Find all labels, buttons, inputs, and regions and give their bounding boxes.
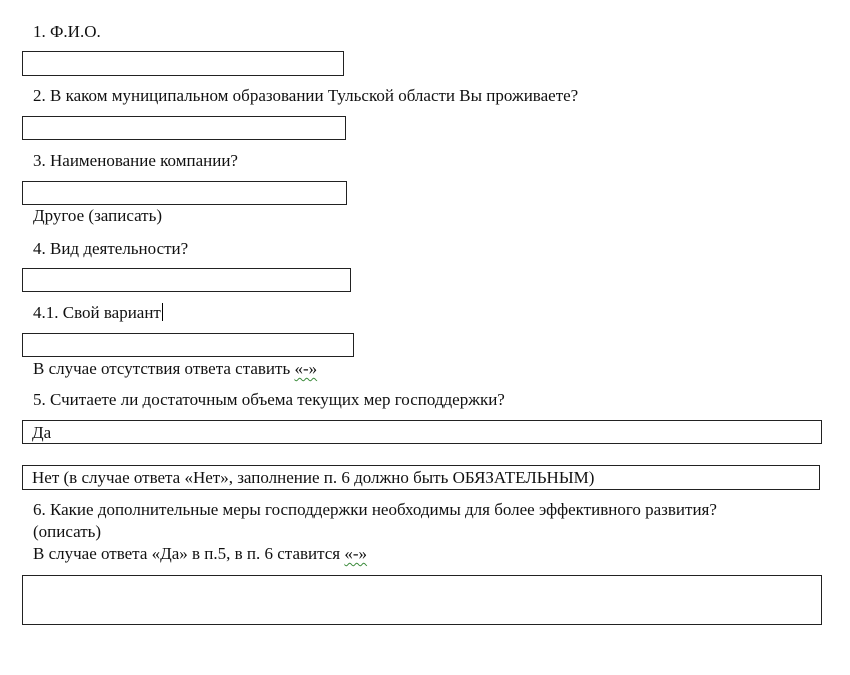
q4-1-note-mark: «-» bbox=[294, 359, 318, 378]
activity-type-field[interactable] bbox=[22, 268, 351, 292]
q6-label-line2: (описать) bbox=[33, 522, 102, 541]
q4-1-note-text: В случае отсутствия ответа ставить bbox=[33, 359, 295, 378]
q3-label: 3. Наименование компании? bbox=[33, 151, 238, 170]
option-no-box[interactable] bbox=[22, 465, 820, 490]
q6-note-text: В случае ответа «Да» в п.5, в п. 6 ставится bbox=[33, 544, 345, 563]
fio-field[interactable] bbox=[22, 51, 344, 76]
option-no-label: Нет (в случае ответа «Нет», заполнение п. 6 должно быть ОБЯЗАТЕЛЬНЫМ) bbox=[32, 468, 595, 487]
option-yes-box[interactable] bbox=[22, 420, 822, 444]
q4-1-label: 4.1. Свой вариант bbox=[33, 303, 161, 322]
q6-note bbox=[33, 544, 367, 564]
text-cursor bbox=[162, 303, 164, 321]
company-name-field[interactable] bbox=[22, 181, 347, 205]
option-yes-label: Да bbox=[32, 423, 52, 442]
q6-note-mark: «-» bbox=[344, 544, 368, 563]
q4-label: 4. Вид деятельности? bbox=[33, 239, 189, 258]
own-variant-field[interactable] bbox=[22, 333, 354, 357]
additional-measures-field[interactable] bbox=[22, 575, 822, 625]
q6-label: 6. Какие дополнительные меры господдержки необходимы для более эффективного развития? bbox=[33, 500, 717, 519]
q2-label: 2. В каком муниципальном образовании Тульской области Вы проживаете? bbox=[33, 86, 579, 105]
q5-label: 5. Считаете ли достаточным объема текущих мер господдержки? bbox=[33, 390, 505, 409]
municipality-field[interactable] bbox=[22, 116, 346, 140]
q1-label: 1. Ф.И.О. bbox=[33, 22, 101, 41]
q4-1-note bbox=[33, 359, 317, 379]
q3-other-note: Другое (записать) bbox=[33, 206, 163, 225]
q4-1-label-row bbox=[33, 303, 163, 323]
